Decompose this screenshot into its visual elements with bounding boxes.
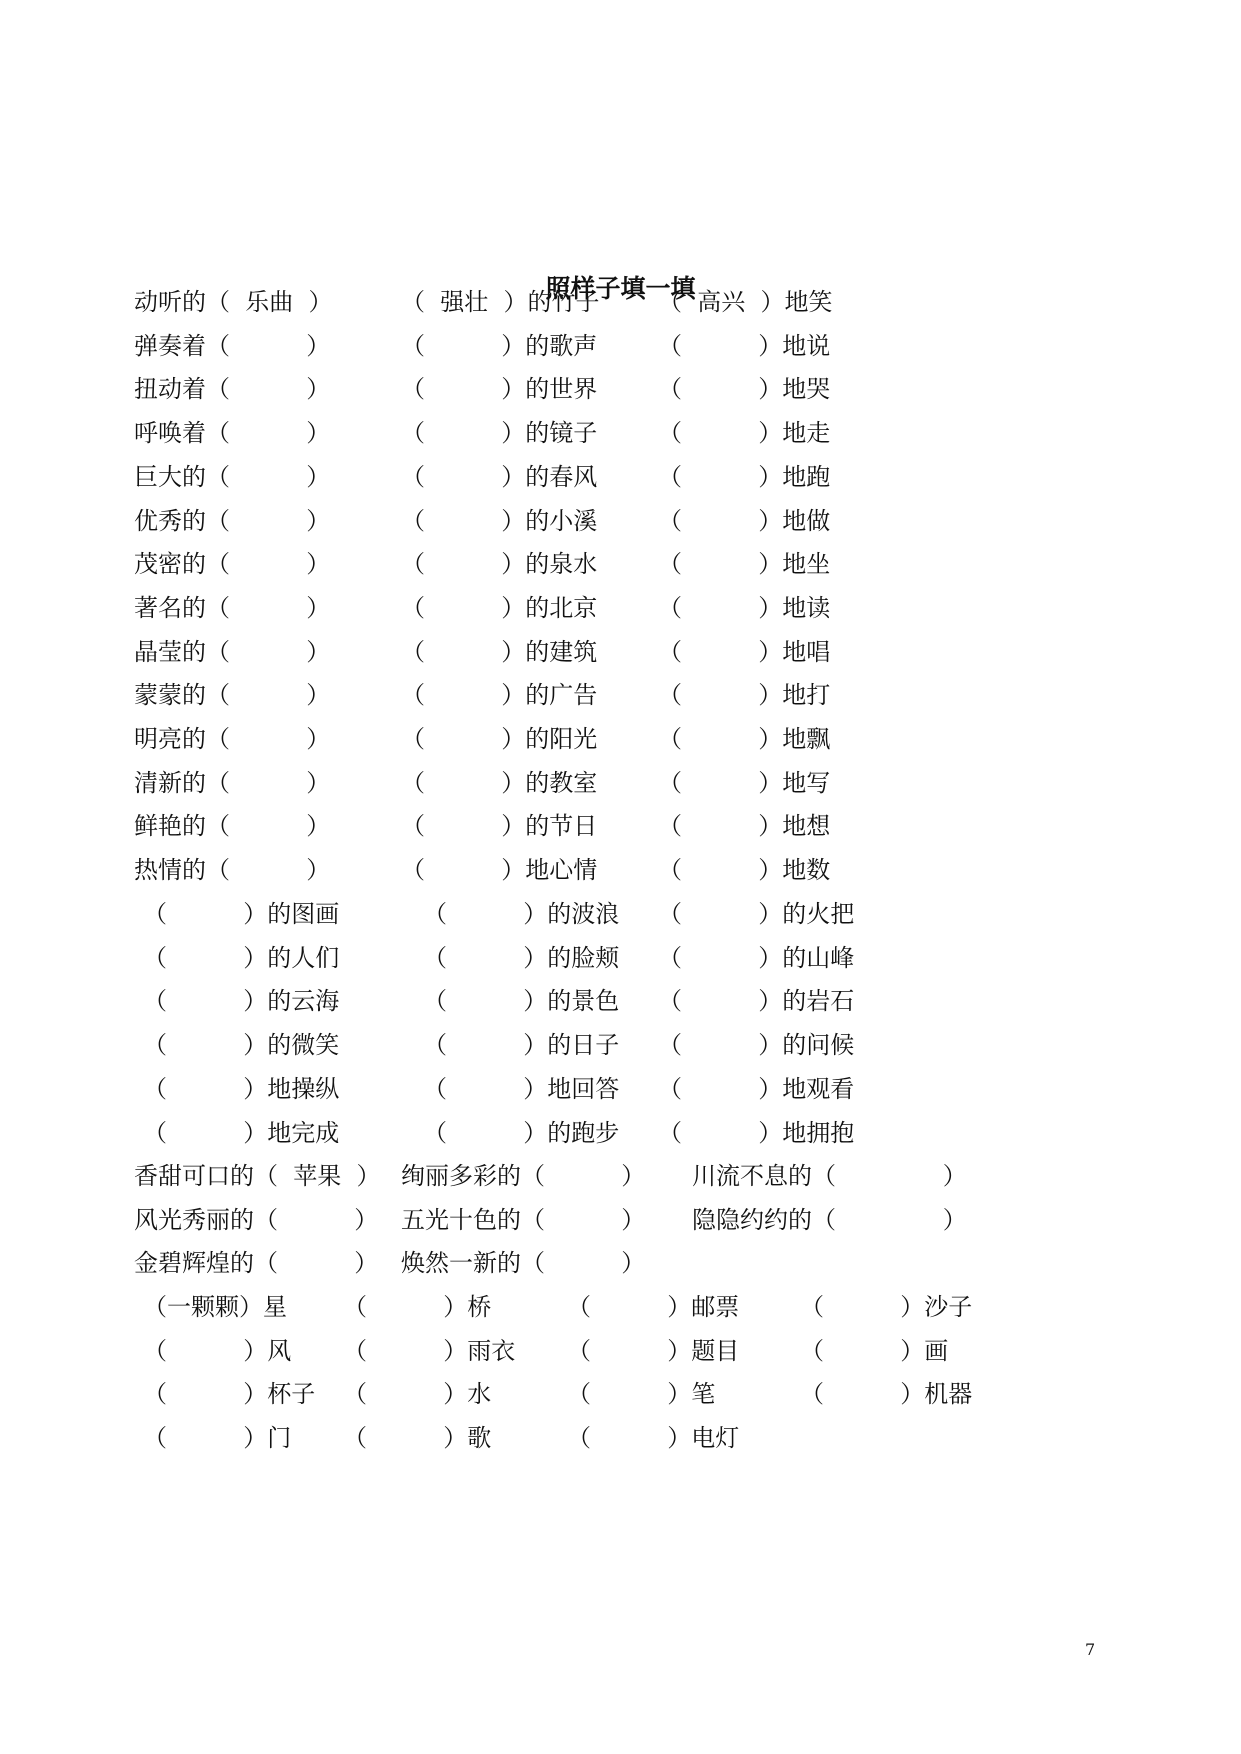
section1-row [0,413,1241,453]
fill-blank-item: 动听的（ 乐曲 ） [134,288,333,316]
fill-blank-item: （ ）的山峰 [658,943,855,972]
fill-blank-item: 绚丽多彩的（ ） [401,1162,646,1190]
fill-blank-item: 金碧辉煌的（ ） [134,1249,379,1278]
fill-blank-item: （ ）地跑 [658,462,831,491]
fill-blank-item: （ 强壮 ）的竹子 [401,288,600,316]
section1-row [0,632,1241,672]
fill-blank-item: 弹奏着（ ） [134,331,331,360]
fill-blank-item: 扭动着（ ） [134,375,331,404]
section2-row [0,938,1241,978]
section1-row [0,369,1241,409]
fill-blank-item: （ ）地走 [658,419,831,448]
section2-row [0,981,1241,1021]
fill-blank-item: （ ）的脸颊 [423,943,620,972]
section3-row [0,1200,1241,1240]
fill-blank-item: （ ）的节日 [401,812,598,841]
fill-blank-item: 优秀的（ ） [134,506,331,535]
fill-blank-item: （ ）的云海 [143,987,340,1016]
fill-blank-item: （ ）电灯 [567,1424,740,1453]
fill-blank-item: （ 高兴 ）地笑 [658,288,833,316]
section2-row [0,1113,1241,1153]
fill-blank-item: （ ）地飘 [658,725,831,753]
fill-blank-item: （ ）地打 [658,681,831,710]
fill-blank-item: （ ）沙子 [800,1293,973,1321]
section1-row [0,588,1241,628]
fill-blank-item: （ ）地数 [658,856,831,885]
fill-blank-item: （ ）题目 [567,1336,740,1365]
fill-blank-item: 蒙蒙的（ ） [134,681,331,710]
fill-blank-item: （ ）地拥抱 [658,1118,855,1147]
fill-blank-item: （ ）的日子 [423,1031,620,1060]
fill-blank-item: （ ）水 [343,1380,492,1409]
fill-blank-item: （ ）的广告 [401,681,598,710]
fill-blank-item: （ ）地完成 [143,1118,340,1147]
fill-blank-item: （ ）地写 [658,768,831,797]
fill-blank-item: （ ）的火把 [658,900,855,928]
fill-blank-item: （一颗颗）星 [143,1293,287,1321]
fill-blank-item: （ ）地读 [658,593,831,622]
fill-blank-item: （ ）地想 [658,812,831,841]
fill-blank-item: （ ）机器 [800,1380,973,1409]
fill-blank-item: （ ）笔 [567,1380,716,1409]
page-number: 7 [1085,1640,1096,1659]
fill-blank-item: （ ）的阳光 [401,725,598,753]
section4-row [0,1331,1241,1371]
fill-blank-item: （ ）门 [143,1424,292,1453]
section4-row [0,1374,1241,1414]
section1-row [0,282,1241,322]
fill-blank-item: （ ）的波浪 [423,900,620,928]
section2-row [0,1025,1241,1065]
fill-blank-item: 巨大的（ ） [134,462,331,491]
section3-row [0,1156,1241,1196]
fill-blank-item: 香甜可口的（ 苹果 ） [134,1162,381,1190]
section2-row [0,1069,1241,1109]
fill-blank-item: 鲜艳的（ ） [134,812,331,841]
fill-blank-item: （ ）的歌声 [401,331,598,360]
section1-row [0,850,1241,890]
fill-blank-item: （ ）风 [143,1336,292,1365]
fill-blank-item: （ ）的图画 [143,900,340,928]
fill-blank-item: （ ）地做 [658,506,831,535]
section1-row [0,806,1241,846]
fill-blank-item: （ ）地回答 [423,1074,620,1103]
fill-blank-item: （ ）杯子 [143,1380,316,1409]
section3-row [0,1243,1241,1283]
fill-blank-item: （ ）地哭 [658,375,831,404]
fill-blank-item: （ ）地心情 [401,856,598,885]
section4-row [0,1287,1241,1327]
fill-blank-item: （ ）的世界 [401,375,598,404]
fill-blank-item: （ ）雨衣 [343,1336,516,1365]
section4-row [0,1418,1241,1458]
section1-row [0,544,1241,584]
fill-blank-item: 清新的（ ） [134,768,331,797]
fill-blank-item: （ ）的小溪 [401,506,598,535]
fill-blank-item: （ ）的春风 [401,462,598,491]
fill-blank-item: （ ）的镜子 [401,419,598,448]
fill-blank-item: 著名的（ ） [134,593,331,622]
fill-blank-item: 川流不息的（ ） [692,1162,967,1190]
section2-row [0,894,1241,934]
fill-blank-item: （ ）地观看 [658,1074,855,1103]
section1-row [0,326,1241,366]
fill-blank-item: 五光十色的（ ） [401,1205,646,1234]
fill-blank-item: （ ）地操纵 [143,1074,340,1103]
fill-blank-item: 呼唤着（ ） [134,419,331,448]
fill-blank-item: （ ）的北京 [401,593,598,622]
fill-blank-item: （ ）的建筑 [401,637,598,666]
fill-blank-item: （ ）地唱 [658,637,831,666]
fill-blank-item: 明亮的（ ） [134,725,331,753]
section1-row [0,501,1241,541]
section1-row [0,675,1241,715]
fill-blank-item: （ ）桥 [343,1293,492,1321]
fill-blank-item: 焕然一新的（ ） [401,1249,646,1278]
fill-blank-item: （ ）邮票 [567,1293,740,1321]
page-title: 照样子填一填 [545,274,696,303]
fill-blank-item: （ ）的问候 [658,1031,855,1060]
section1-row [0,763,1241,803]
fill-blank-item: 隐隐约约的（ ） [692,1205,967,1234]
fill-blank-item: （ ）的教室 [401,768,598,797]
fill-blank-item: （ ）的跑步 [423,1118,620,1147]
fill-blank-item: 风光秀丽的（ ） [134,1205,379,1234]
section1-row [0,719,1241,759]
fill-blank-item: （ ）的景色 [423,987,620,1016]
fill-blank-item: （ ）地坐 [658,550,831,579]
fill-blank-item: （ ）的岩石 [658,987,855,1016]
fill-blank-item: （ ）画 [800,1336,949,1365]
fill-blank-item: 晶莹的（ ） [134,637,331,666]
fill-blank-item: （ ）的人们 [143,943,340,972]
fill-blank-item: 热情的（ ） [134,856,331,885]
section1-row [0,457,1241,497]
fill-blank-item: （ ）的泉水 [401,550,598,579]
fill-blank-item: 茂密的（ ） [134,550,331,579]
fill-blank-item: （ ）的微笑 [143,1031,340,1060]
fill-blank-item: （ ）歌 [343,1424,492,1453]
fill-blank-item: （ ）地说 [658,331,831,360]
